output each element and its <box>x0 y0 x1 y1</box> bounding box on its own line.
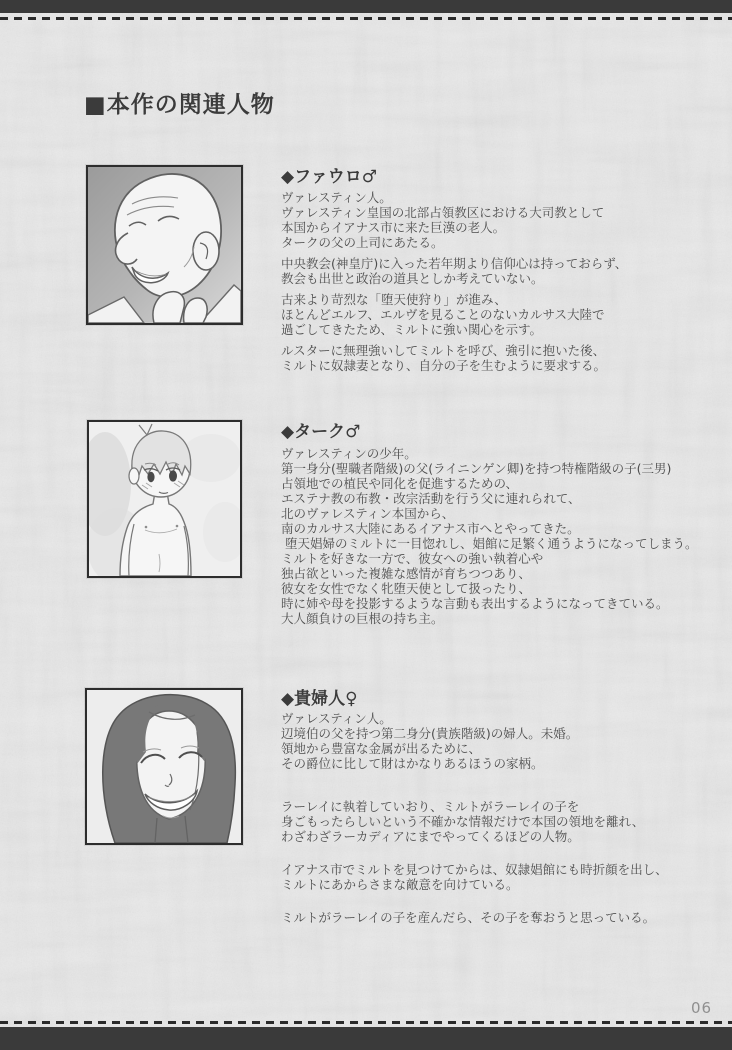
paragraph <box>281 256 627 286</box>
long-haired-woman-illustration <box>87 690 241 843</box>
portrait-taku <box>87 420 242 578</box>
section-body-taku <box>281 446 697 632</box>
paragraph <box>281 343 627 373</box>
text-line: 北のヴァレスティン本国から、 <box>281 506 455 521</box>
paragraph <box>281 446 697 626</box>
text-line: 中央教会(神皇庁)に入った若年期より信仰心は持っておらず、 <box>281 256 628 271</box>
text-line: 彼女を女性でなく牝堕天使として扱ったり、 <box>281 581 532 596</box>
paragraph <box>281 190 627 250</box>
text-line: タークの父の上司にあたる。 <box>281 235 444 250</box>
text-line: ミルトにあからさまな敵意を向けている。 <box>281 877 519 892</box>
text-line: 教会も出世と政治の道具としか考えていない。 <box>281 271 544 286</box>
text-line: 本国からイアナス市に来た巨漢の老人。 <box>281 220 506 235</box>
text-line: ヴァレスティン皇国の北部占領教区における大司教として <box>281 205 605 220</box>
text-line: 占領地での植民や同化を促進するための、 <box>281 476 519 491</box>
section-header-taku: ◆ターク♂ <box>281 422 361 442</box>
text-line: 第一身分(聖職者階級)の父(ライニンゲン卿)を持つ特権階級の子(三男) <box>281 461 672 476</box>
bald-old-man-illustration <box>88 167 241 323</box>
text-line: ほとんどエルフ、エルヴを見ることのないカルサス大陸で <box>281 307 605 322</box>
text-line: イアナス市でミルトを見つけてからは、奴隷娼館にも時折顔を出し、 <box>281 862 668 877</box>
text-line: ミルトを好きな一方で、彼女への強い執着心や <box>281 551 544 566</box>
bottom-scan-edge <box>0 1027 732 1050</box>
section-header-fauro: ◆ファウロ♂ <box>281 167 377 187</box>
text-line: ミルトに奴隷妻となり、自分の子を生むように要求する。 <box>281 358 607 373</box>
top-scan-edge <box>0 0 732 13</box>
section-body-fauro <box>281 190 627 379</box>
paragraph <box>281 862 668 892</box>
text-line: ラーレイに執着していおり、ミルトがラーレイの子を <box>281 799 580 814</box>
paragraph <box>281 292 627 337</box>
text-line: 堕天娼婦のミルトに一目惚れし、娼館に足繁く通うようになってしまう。 <box>281 536 698 551</box>
text-line: ルスターに無理強いしてミルトを呼び、強引に抱いた後、 <box>281 343 606 358</box>
text-line: ヴァレスティン人。 <box>281 190 392 205</box>
portrait-fauro <box>86 165 243 325</box>
section-header-kifujin: ◆貴婦人♀ <box>281 689 358 709</box>
text-line: ミルトがラーレイの子を産んだら、その子を奪おうと思っている。 <box>281 910 656 925</box>
text-line: エステナ教の布教・改宗活動を行う父に連れられて、 <box>281 491 581 506</box>
paragraph <box>281 799 668 844</box>
text-line: 時に姉や母を投影するような言動も表出するようになってきている。 <box>281 596 669 611</box>
text-line: ヴァレスティンの少年。 <box>281 446 417 461</box>
page-title: ■本作の関連人物 <box>84 92 275 118</box>
text-line: その爵位に比して財はかなりあるほうの家柄。 <box>281 756 544 771</box>
text-line: ヴァレスティン人。 <box>281 711 392 726</box>
young-boy-illustration <box>89 422 240 576</box>
paragraph <box>281 910 668 925</box>
bottom-trim-dashed-line <box>0 1021 732 1024</box>
text-line: わざわざラーカディアにまでやってくるほどの人物。 <box>281 829 580 844</box>
text-line: 身ごもったらしいという不確かな情報だけで本国の領地を離れ、 <box>281 814 645 829</box>
text-line: 過ごしてきたため、ミルトに強い関心を示す。 <box>281 322 543 337</box>
text-line: 古来より苛烈な「堕天使狩り」が進み、 <box>281 292 507 307</box>
text-line: 独占欲といった複雑な感情が育ちつつあり、 <box>281 566 531 581</box>
portrait-kifujin <box>85 688 243 845</box>
section-body-kifujin <box>281 711 668 943</box>
text-line: 大人顔負けの巨根の持ち主。 <box>281 611 444 626</box>
text-line: 南のカルサス大陸にあるイアナス市へとやってきた。 <box>281 521 580 536</box>
paragraph <box>281 711 668 771</box>
page-number: 06 <box>691 999 713 1017</box>
text-line: 辺境伯の父を持つ第二身分(貴族階級)の婦人。未婚。 <box>281 726 579 741</box>
text-line: 領地から豊富な金属が出るために、 <box>281 741 482 756</box>
top-trim-dashed-line <box>0 17 732 20</box>
